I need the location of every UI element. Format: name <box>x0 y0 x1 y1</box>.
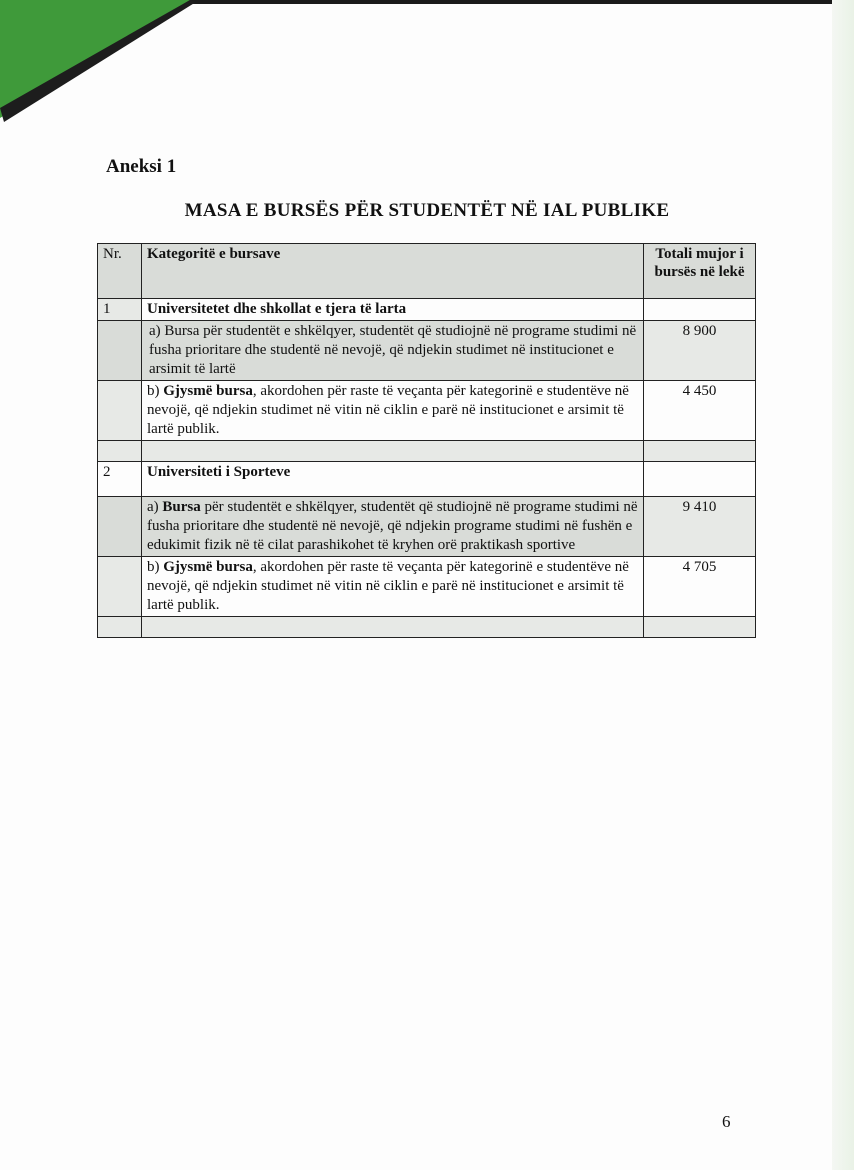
row-text <box>142 557 644 617</box>
section-value <box>644 299 756 321</box>
header-total: Totali mujor i bursës në lekë <box>644 244 756 299</box>
header-category: Kategoritë e bursave <box>142 244 644 299</box>
table-row <box>98 497 756 557</box>
spacer-row <box>98 617 756 638</box>
row-body: për studentët e shkëlqyer, studentët që studiojnë në programe studimi në fusha prioritare dhe studentë në nevojë, që ndjekin programe studimi në fushën e edukimit fizik në të cilat parashikohet të kryhen orë praktikash sportive <box>147 499 638 553</box>
row-prefix: b) <box>147 559 164 575</box>
row-value: 9 410 <box>644 497 756 557</box>
spacer-cell <box>142 441 644 462</box>
row-bold-term: Gjysmë bursa <box>163 559 253 575</box>
row-nr <box>98 497 142 557</box>
spacer-cell <box>98 617 142 638</box>
spacer-cell <box>142 617 644 638</box>
row-nr <box>98 321 142 381</box>
row-value: 4 450 <box>644 381 756 441</box>
section-title: Universiteti i Sporteve <box>142 462 644 497</box>
row-body: , akordohen për raste të veçanta për kategorinë e studentëve në nevojë, që ndjekin studimet në vitin në ciklin e parë në institucionet e arsimit të lartë publik. <box>147 559 629 613</box>
section-title: Universitetet dhe shkollat e tjera të larta <box>142 299 644 321</box>
row-prefix: b) <box>147 383 164 399</box>
row-nr <box>98 381 142 441</box>
table-header-row <box>98 244 756 299</box>
header-nr: Nr. <box>98 244 142 299</box>
section-value <box>644 462 756 497</box>
table-row <box>98 557 756 617</box>
spacer-cell <box>98 441 142 462</box>
scan-edge-right <box>832 0 854 1170</box>
annex-label: Aneksi 1 <box>106 156 177 177</box>
row-body: , akordohen për raste të veçanta për kategorinë e studentëve në nevojë, që ndjekin studimet në vitin në ciklin e parë në institucionet e arsimit të lartë publik. <box>147 383 629 437</box>
row-text <box>142 497 644 557</box>
page-number: 6 <box>722 1112 731 1131</box>
spacer-cell <box>644 441 756 462</box>
row-prefix: a) <box>147 499 163 515</box>
spacer-cell <box>644 617 756 638</box>
row-value: 8 900 <box>644 321 756 381</box>
section-row <box>98 299 756 321</box>
section-row <box>98 462 756 497</box>
section-nr: 2 <box>98 462 142 497</box>
page-title: MASA E BURSËS PËR STUDENTËT NË IAL PUBLIKE <box>184 200 670 221</box>
scan-corner-mark <box>0 0 200 130</box>
row-bold-term: Gjysmë bursa <box>163 383 253 399</box>
row-value: 4 705 <box>644 557 756 617</box>
row-text <box>142 381 644 441</box>
section-nr: 1 <box>98 299 142 321</box>
row-text: a) Bursa për studentët e shkëlqyer, studentët që studiojnë në programe studimi në fusha prioritare dhe studentë në nevojë, që ndjekin studimet në institucionet e arsimit të lartë <box>142 321 644 381</box>
scholarship-table <box>97 243 756 638</box>
table-row <box>98 321 756 381</box>
row-nr <box>98 557 142 617</box>
table-row <box>98 381 756 441</box>
spacer-row <box>98 441 756 462</box>
row-bold-term: Bursa <box>162 499 201 515</box>
